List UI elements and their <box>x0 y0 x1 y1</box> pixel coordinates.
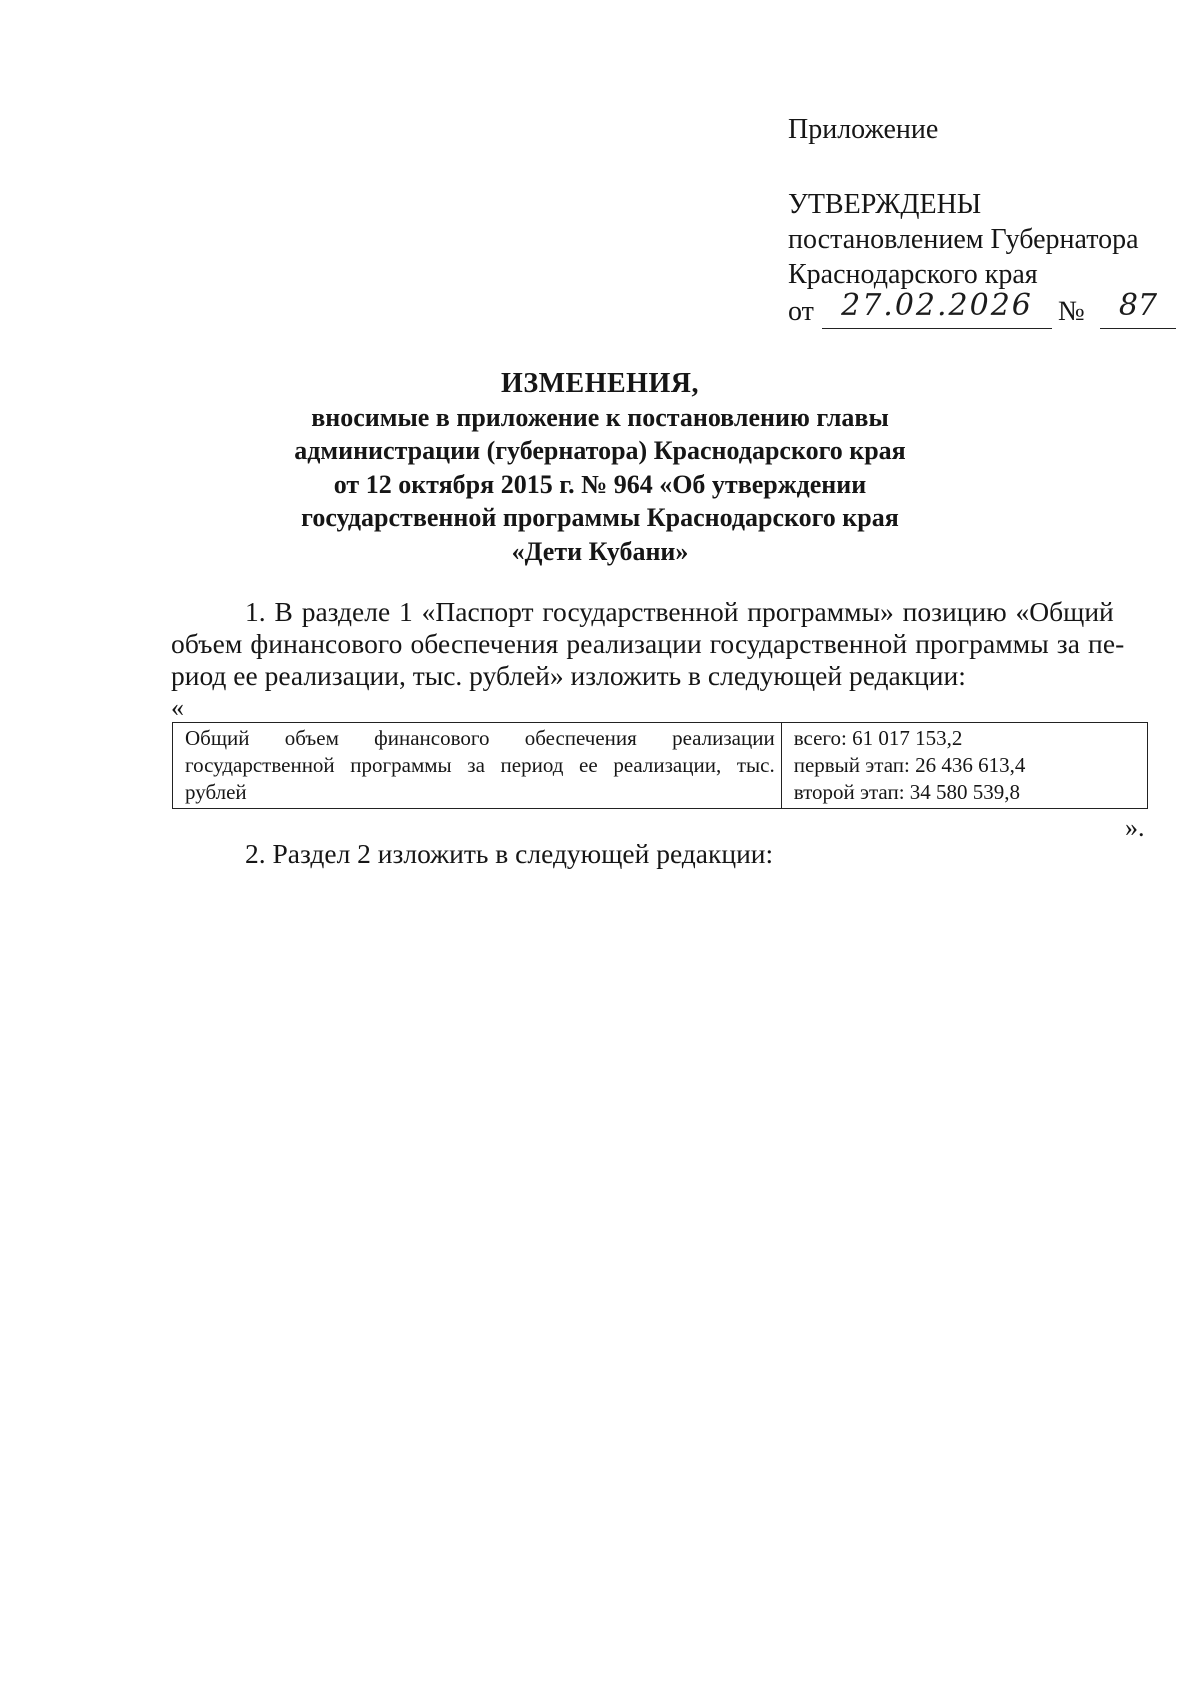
appendix-label: Приложение <box>788 114 939 145</box>
table-row <box>173 723 1148 809</box>
title-line: «Дети Кубани» <box>511 536 689 566</box>
financing-table <box>172 722 1148 809</box>
date-number-line <box>788 288 1188 332</box>
approved-label: УТВЕРЖДЕНЫ <box>788 189 982 220</box>
value-total: всего: 61 017 153,2 <box>793 726 963 750</box>
paragraph-1-line: риод ее реализации, тыс. рублей» изложить в следующей редакции: <box>171 660 966 691</box>
open-quote: « <box>171 693 184 722</box>
approved-by-line-1: постановлением Губернатора <box>788 224 1139 255</box>
title-line: администрации (губернатора) Краснодарского края <box>294 436 906 465</box>
value-stage-1: первый этап: 26 436 613,4 <box>793 753 1026 777</box>
number-sign: № <box>1058 296 1085 327</box>
handwritten-date: 27.02.2026 <box>822 288 1052 329</box>
value-stage-2: второй этап: 34 580 539,8 <box>793 780 1021 804</box>
title-line: государственной программы Краснодарского края <box>301 503 899 532</box>
paragraph-1 <box>171 596 1150 692</box>
close-quote: ». <box>1125 813 1145 842</box>
title-line: вносимые в приложение к постановлению главы <box>311 402 889 432</box>
handwritten-number: 87 <box>1100 288 1176 329</box>
table-label-cell: Общий объем финансового обеспечения реализации государственной программы за период ее реализации, тыс. рублей <box>173 723 782 809</box>
title-line: от 12 октября 2015 г. № 964 «Об утверждении <box>333 469 867 499</box>
document-title <box>150 367 1050 568</box>
title-heading: ИЗМЕНЕНИЯ, <box>501 368 699 399</box>
table-value-cell <box>781 723 1147 809</box>
paragraph-1-line: объем финансового обеспечения реализации государственной программы за пе- <box>171 628 1125 659</box>
paragraph-2: 2. Раздел 2 изложить в следующей редакции: <box>245 838 774 869</box>
approval-block <box>788 112 1188 332</box>
date-prefix: от <box>788 296 814 327</box>
paragraph-1-line: 1. В разделе 1 «Паспорт государственной программы» позицию «Общий <box>245 596 1114 627</box>
approved-by-line-2: Краснодарского края <box>788 259 1038 290</box>
